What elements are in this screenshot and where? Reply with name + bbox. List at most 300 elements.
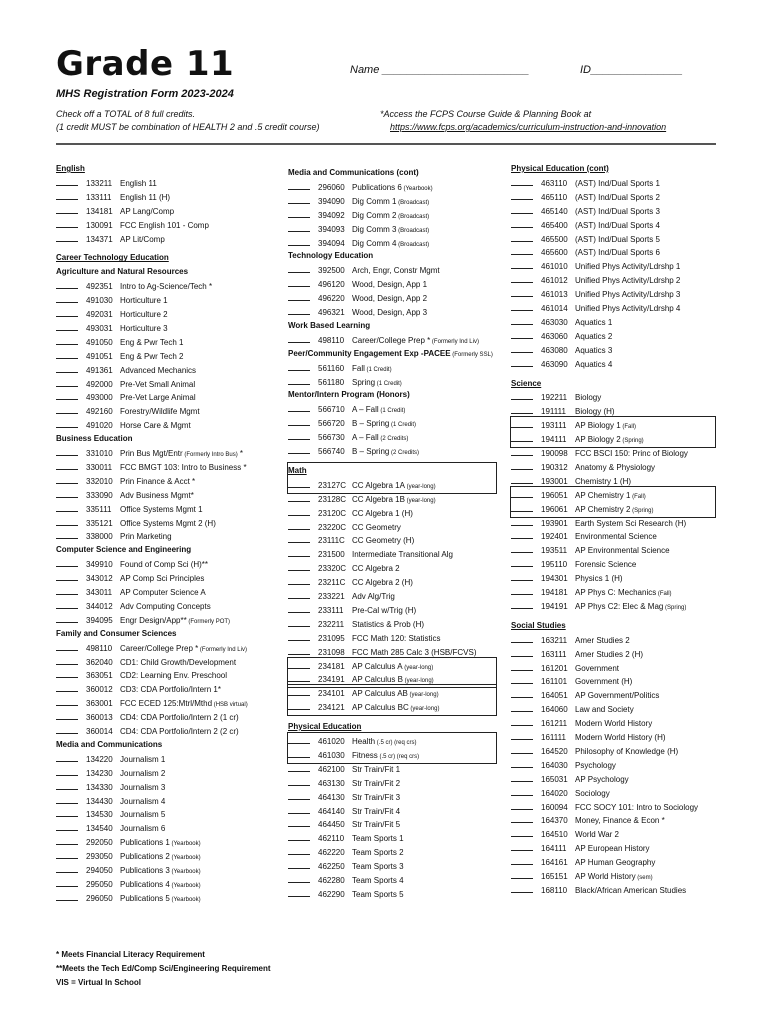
course-row[interactable]	[56, 641, 247, 654]
checkoff-blank[interactable]	[288, 887, 310, 897]
checkoff-blank[interactable]	[56, 849, 78, 859]
checkoff-blank[interactable]	[288, 547, 310, 557]
course-row[interactable]	[511, 543, 670, 556]
checkoff-blank[interactable]	[511, 204, 533, 214]
course-code: 296060	[318, 182, 345, 192]
course-row[interactable]	[511, 674, 632, 687]
course-row[interactable]	[511, 688, 659, 701]
checkoff-blank[interactable]	[56, 891, 78, 901]
checkoff-blank[interactable]	[511, 529, 533, 539]
course-row[interactable]	[288, 194, 429, 207]
section-heading-text: Media and Communications (cont)	[288, 168, 419, 177]
course-row[interactable]	[511, 529, 657, 542]
checkoff-blank[interactable]	[511, 404, 533, 414]
heading-note: (Formerly SSL)	[450, 351, 493, 358]
checkoff-blank[interactable]	[56, 585, 78, 595]
course-row[interactable]	[288, 603, 416, 616]
course-row[interactable]	[511, 204, 660, 217]
course-row[interactable]	[56, 835, 201, 848]
course-row[interactable]	[288, 776, 400, 789]
course-note: (Spring)	[620, 438, 644, 445]
course-row[interactable]	[288, 361, 392, 374]
checkoff-blank[interactable]	[56, 349, 78, 359]
course-code: 462110	[318, 834, 345, 844]
checkoff-blank[interactable]	[56, 557, 78, 567]
course-name: Horticulture 1	[120, 296, 168, 306]
checkoff-blank[interactable]	[56, 460, 78, 470]
course-row[interactable]	[56, 279, 212, 292]
checkoff-blank[interactable]	[511, 259, 533, 269]
course-row[interactable]	[56, 891, 201, 904]
checkoff-blank[interactable]	[56, 474, 78, 484]
checkoff-blank[interactable]	[56, 696, 78, 706]
course-row[interactable]	[56, 849, 201, 862]
checkoff-blank[interactable]	[511, 772, 533, 782]
checkoff-blank[interactable]	[511, 474, 533, 484]
checkoff-blank[interactable]	[56, 599, 78, 609]
course-row[interactable]	[288, 575, 413, 588]
checkoff-blank[interactable]	[288, 236, 310, 246]
course-row[interactable]	[511, 571, 623, 584]
course-name: Office Systems Mgmt 2 (H)	[120, 518, 216, 528]
checkoff-blank[interactable]	[511, 661, 533, 671]
checkoff-blank[interactable]	[56, 821, 78, 831]
course-row[interactable]	[511, 883, 686, 896]
checkoff-blank[interactable]	[56, 488, 78, 498]
checkoff-blank[interactable]	[288, 361, 310, 371]
checkoff-blank[interactable]	[56, 835, 78, 845]
course-row[interactable]	[511, 716, 652, 729]
course-row[interactable]	[511, 841, 650, 854]
checkoff-blank[interactable]	[56, 446, 78, 456]
checkoff-blank[interactable]	[288, 375, 310, 385]
course-name: (AST) Ind/Dual Sports 4	[575, 220, 660, 230]
course-code: 194111	[541, 435, 567, 445]
course-code: 465140	[541, 206, 568, 216]
checkoff-blank[interactable]	[511, 571, 533, 581]
id-field[interactable]: ID_______________	[580, 64, 683, 76]
checkoff-blank[interactable]	[288, 194, 310, 204]
course-row[interactable]	[288, 333, 479, 346]
course-row[interactable]	[511, 744, 678, 757]
checkoff-blank[interactable]	[511, 190, 533, 200]
course-guide-link[interactable]: https://www.fcps.org/academics/curriculum-instruction-and-innovation	[390, 122, 667, 132]
course-row[interactable]	[56, 794, 165, 807]
course-row[interactable]	[288, 617, 424, 630]
course-name: (AST) Ind/Dual Sports 6	[575, 248, 660, 258]
course-row[interactable]	[56, 349, 183, 362]
checkoff-blank[interactable]	[56, 279, 78, 289]
checkoff-blank[interactable]	[511, 287, 533, 297]
checkoff-blank[interactable]	[511, 674, 533, 684]
course-row[interactable]	[288, 804, 400, 817]
checkoff-blank[interactable]	[288, 589, 310, 599]
course-row[interactable]	[56, 446, 243, 459]
course-row[interactable]	[288, 887, 404, 900]
checkoff-blank[interactable]	[511, 730, 533, 740]
course-row[interactable]	[56, 335, 183, 348]
checkoff-blank[interactable]	[288, 430, 310, 440]
checkoff-blank[interactable]	[56, 516, 78, 526]
course-name: B – Spring	[352, 447, 390, 456]
checkoff-blank[interactable]	[56, 204, 78, 214]
checkoff-blank[interactable]	[56, 307, 78, 317]
course-row[interactable]	[56, 307, 168, 320]
checkoff-blank[interactable]	[288, 333, 310, 343]
checkoff-blank[interactable]	[511, 315, 533, 325]
course-row[interactable]	[56, 557, 208, 570]
checkoff-blank[interactable]	[56, 502, 78, 512]
course-row[interactable]	[511, 329, 612, 342]
course-row[interactable]	[56, 176, 157, 189]
course-row[interactable]	[511, 661, 619, 674]
checkoff-blank[interactable]	[56, 377, 78, 387]
course-row[interactable]	[511, 273, 680, 286]
course-code: 130091	[86, 220, 113, 230]
checkoff-blank[interactable]	[288, 776, 310, 786]
course-row[interactable]	[56, 321, 168, 334]
checkoff-blank[interactable]	[511, 232, 533, 242]
course-row[interactable]	[511, 585, 672, 598]
checkoff-blank[interactable]	[56, 668, 78, 678]
checkoff-blank[interactable]	[288, 617, 310, 627]
course-code: 161111	[541, 733, 566, 742]
checkoff-blank[interactable]	[56, 613, 78, 623]
course-name: Unified Phys Activity/Ldrshp 4	[575, 304, 681, 313]
section-heading-text: Work Based Learning	[288, 320, 371, 330]
course-name: Team Sports 1	[352, 834, 404, 844]
course-row[interactable]	[288, 533, 414, 546]
course-code: 23220C	[318, 522, 347, 532]
course-row[interactable]	[56, 585, 206, 598]
course-row[interactable]	[511, 772, 629, 785]
course-row[interactable]	[56, 460, 247, 473]
course-row[interactable]	[511, 855, 655, 868]
course-row[interactable]	[288, 416, 416, 429]
course-row[interactable]	[56, 668, 227, 681]
checkoff-blank[interactable]	[56, 807, 78, 817]
course-row[interactable]	[56, 474, 195, 487]
course-row[interactable]	[288, 831, 404, 844]
course-row[interactable]	[288, 180, 433, 193]
course-code: 331010	[86, 449, 113, 458]
checkoff-blank[interactable]	[511, 744, 533, 754]
course-row[interactable]	[511, 176, 660, 189]
course-row[interactable]	[56, 502, 203, 515]
checkoff-blank[interactable]	[288, 631, 310, 641]
course-row[interactable]	[288, 222, 429, 235]
checkoff-blank[interactable]	[56, 232, 78, 242]
course-code: 134330	[86, 782, 113, 792]
course-name: A – Fall	[352, 433, 379, 443]
checkoff-blank[interactable]	[511, 633, 533, 643]
checkoff-blank[interactable]	[288, 645, 310, 655]
course-row[interactable]	[288, 305, 427, 318]
course-name: Journalism 5	[120, 810, 166, 820]
checkoff-blank[interactable]	[288, 208, 310, 218]
course-row[interactable]	[288, 589, 395, 602]
course-code: 194191	[541, 601, 568, 611]
checkoff-blank[interactable]	[56, 218, 78, 228]
course-row[interactable]	[288, 402, 405, 415]
instructions	[56, 108, 319, 134]
checkoff-blank[interactable]	[56, 780, 78, 790]
course-note: (Formerly POT)	[186, 618, 231, 625]
course-row[interactable]	[56, 516, 216, 529]
checkoff-blank[interactable]	[511, 460, 533, 470]
checkoff-blank[interactable]	[511, 218, 533, 228]
section-heading-text: Agriculture and Natural Resources	[56, 267, 189, 277]
course-name: Intermediate Transitional Alg	[352, 550, 453, 560]
course-row[interactable]	[288, 236, 429, 249]
checkoff-blank[interactable]	[56, 724, 78, 734]
course-row[interactable]	[511, 357, 612, 370]
course-row[interactable]	[511, 557, 636, 570]
course-row[interactable]	[511, 460, 655, 473]
course-code: 161211	[541, 719, 568, 729]
course-note: (Yearbook)	[169, 869, 201, 875]
course-row[interactable]	[56, 682, 221, 695]
checkoff-blank[interactable]	[288, 416, 310, 426]
checkoff-blank[interactable]	[511, 245, 533, 255]
checkoff-blank[interactable]	[56, 293, 78, 303]
course-row[interactable]	[288, 208, 429, 221]
course-row[interactable]	[56, 232, 165, 245]
course-row[interactable]	[511, 599, 686, 612]
course-row[interactable]	[56, 363, 196, 376]
checkoff-blank[interactable]	[511, 557, 533, 567]
section-heading-text: Media and Communications	[56, 739, 163, 749]
course-row[interactable]	[288, 263, 440, 276]
course-code: 493031	[86, 323, 113, 333]
checkoff-blank[interactable]	[511, 176, 533, 186]
course-row[interactable]	[288, 444, 419, 457]
course-row[interactable]	[511, 647, 643, 660]
course-row[interactable]	[511, 390, 601, 403]
checkoff-blank[interactable]	[511, 883, 533, 893]
checkoff-blank[interactable]	[511, 813, 533, 823]
course-row[interactable]	[511, 827, 619, 840]
checkoff-blank[interactable]	[288, 444, 310, 454]
course-name: Aquatics 2	[575, 331, 613, 341]
course-row[interactable]	[56, 571, 204, 584]
course-row[interactable]	[511, 633, 630, 646]
checkoff-blank[interactable]	[288, 603, 310, 613]
course-code: 234191	[318, 675, 345, 685]
course-row[interactable]	[56, 780, 165, 793]
course-row[interactable]	[288, 859, 404, 872]
checkoff-blank[interactable]	[288, 561, 310, 571]
course-code: 190312	[541, 462, 568, 472]
course-row[interactable]	[511, 232, 660, 245]
checkoff-blank[interactable]	[288, 520, 310, 530]
checkoff-blank[interactable]	[288, 859, 310, 869]
checkoff-blank[interactable]	[56, 641, 78, 651]
course-row[interactable]	[56, 752, 165, 765]
checkoff-blank[interactable]	[56, 363, 78, 373]
course-row[interactable]	[288, 506, 413, 519]
checkoff-blank[interactable]	[288, 533, 310, 543]
checkoff-blank[interactable]	[511, 758, 533, 768]
checkoff-blank[interactable]	[288, 845, 310, 855]
checkoff-blank[interactable]	[288, 831, 310, 841]
course-row[interactable]	[288, 291, 427, 304]
course-name: Dig Comm 2	[352, 210, 397, 220]
course-row[interactable]	[56, 877, 201, 890]
course-row[interactable]	[511, 730, 666, 743]
checkoff-blank[interactable]	[288, 506, 310, 516]
course-name: AP Lang/Comp	[120, 206, 175, 216]
course-row[interactable]	[56, 218, 209, 231]
checkoff-blank[interactable]	[56, 682, 78, 692]
checkoff-blank[interactable]	[511, 273, 533, 283]
course-name: Publications 5	[120, 893, 170, 903]
course-row[interactable]	[56, 821, 165, 834]
course-row[interactable]	[511, 287, 680, 300]
course-row[interactable]	[288, 561, 400, 574]
course-row[interactable]	[288, 277, 427, 290]
course-row[interactable]	[56, 488, 194, 501]
course-row[interactable]	[56, 418, 191, 431]
course-code: 193511	[541, 546, 568, 556]
course-row[interactable]	[56, 724, 239, 737]
course-row[interactable]	[511, 758, 616, 771]
checkoff-blank[interactable]	[511, 702, 533, 712]
checkoff-blank[interactable]	[56, 863, 78, 873]
checkoff-blank[interactable]	[288, 305, 310, 315]
course-note: (Broadcast)	[396, 213, 430, 220]
checkoff-blank[interactable]	[288, 291, 310, 301]
checkoff-blank[interactable]	[511, 647, 533, 657]
checkoff-blank[interactable]	[511, 357, 533, 367]
course-name: Intro to Ag-Science/Tech *	[120, 282, 213, 292]
checkoff-blank[interactable]	[56, 418, 78, 428]
checkoff-blank[interactable]	[56, 752, 78, 762]
course-row[interactable]	[511, 869, 653, 882]
course-row[interactable]	[511, 190, 660, 203]
course-row[interactable]	[56, 529, 172, 542]
course-row[interactable]	[511, 315, 612, 328]
course-row[interactable]	[288, 520, 401, 533]
course-row[interactable]	[511, 800, 698, 813]
course-row[interactable]	[56, 599, 211, 612]
checkoff-blank[interactable]	[511, 343, 533, 353]
course-name: Pre-Vet Large Animal	[120, 393, 196, 403]
course-row[interactable]	[56, 863, 201, 876]
checkoff-blank[interactable]	[511, 869, 533, 879]
checkoff-blank[interactable]	[56, 529, 78, 539]
checkoff-blank[interactable]	[511, 786, 533, 796]
checkoff-blank[interactable]	[511, 301, 533, 311]
course-row[interactable]	[288, 845, 404, 858]
course-row[interactable]	[56, 766, 165, 779]
course-row[interactable]	[511, 259, 680, 272]
course-row[interactable]	[288, 430, 408, 443]
checkoff-blank[interactable]	[511, 827, 533, 837]
course-code: 23128C	[318, 494, 347, 504]
checkoff-blank[interactable]	[288, 804, 310, 814]
course-row[interactable]	[288, 790, 400, 803]
checkoff-blank[interactable]	[56, 321, 78, 331]
name-field[interactable]: Name ________________________	[350, 64, 530, 76]
checkoff-blank[interactable]	[511, 543, 533, 553]
course-row[interactable]	[56, 404, 200, 417]
checkoff-blank[interactable]	[288, 402, 310, 412]
checkoff-blank[interactable]	[56, 766, 78, 776]
checkoff-blank[interactable]	[56, 390, 78, 400]
checkoff-blank[interactable]	[288, 790, 310, 800]
checkoff-blank[interactable]	[56, 571, 78, 581]
course-row[interactable]	[511, 301, 680, 314]
checkoff-blank[interactable]	[511, 716, 533, 726]
checkoff-blank[interactable]	[288, 277, 310, 287]
course-row[interactable]	[511, 343, 612, 356]
checkoff-blank[interactable]	[56, 655, 78, 665]
checkoff-blank[interactable]	[511, 599, 533, 609]
checkoff-blank[interactable]	[511, 841, 533, 851]
checkoff-blank[interactable]	[511, 688, 533, 698]
course-row[interactable]	[511, 245, 660, 258]
checkoff-blank[interactable]	[288, 575, 310, 585]
course-row[interactable]	[56, 190, 170, 203]
course-row[interactable]	[56, 696, 248, 709]
course-row[interactable]	[288, 817, 400, 830]
course-name: Office Systems Mgmt 1	[120, 504, 203, 514]
course-row[interactable]	[56, 390, 196, 403]
checkoff-blank[interactable]	[288, 873, 310, 883]
course-name: FCC Math 120: Statistics	[352, 633, 441, 643]
checkoff-blank[interactable]	[56, 335, 78, 345]
course-row[interactable]	[511, 786, 610, 799]
course-row[interactable]	[288, 547, 453, 560]
checkoff-blank[interactable]	[56, 794, 78, 804]
checkoff-blank[interactable]	[288, 222, 310, 232]
checkoff-blank[interactable]	[511, 855, 533, 865]
course-row[interactable]	[511, 813, 665, 826]
course-row[interactable]	[511, 702, 634, 715]
course-name: AP European History	[575, 844, 650, 854]
course-row[interactable]	[56, 807, 165, 820]
checkoff-blank[interactable]	[511, 390, 533, 400]
checkoff-blank[interactable]	[288, 263, 310, 273]
checkoff-blank[interactable]	[56, 710, 78, 720]
checkoff-blank[interactable]	[511, 585, 533, 595]
checkoff-blank[interactable]	[511, 800, 533, 810]
course-row[interactable]	[56, 293, 168, 306]
course-row[interactable]	[56, 710, 239, 723]
checkoff-blank[interactable]	[288, 180, 310, 190]
course-row[interactable]	[511, 218, 660, 231]
checkoff-blank[interactable]	[56, 877, 78, 887]
checkoff-blank[interactable]	[56, 190, 78, 200]
course-row[interactable]	[288, 375, 402, 388]
course-name: FCC BSCI 150: Princ of Biology	[575, 449, 688, 458]
course-name: Psychology	[575, 760, 616, 770]
course-name: Black/African American Studies	[575, 885, 687, 895]
course-row[interactable]	[288, 873, 404, 886]
checkoff-blank[interactable]	[511, 329, 533, 339]
course-row[interactable]	[56, 377, 195, 390]
course-row[interactable]	[56, 655, 236, 668]
course-name: B – Spring	[352, 419, 390, 429]
checkoff-blank[interactable]	[56, 404, 78, 414]
course-note: (sem)	[635, 875, 653, 881]
checkoff-blank[interactable]	[56, 176, 78, 186]
checkoff-blank[interactable]	[288, 817, 310, 827]
course-row[interactable]	[56, 204, 174, 217]
course-row[interactable]	[288, 631, 440, 644]
course-row[interactable]	[56, 613, 230, 626]
